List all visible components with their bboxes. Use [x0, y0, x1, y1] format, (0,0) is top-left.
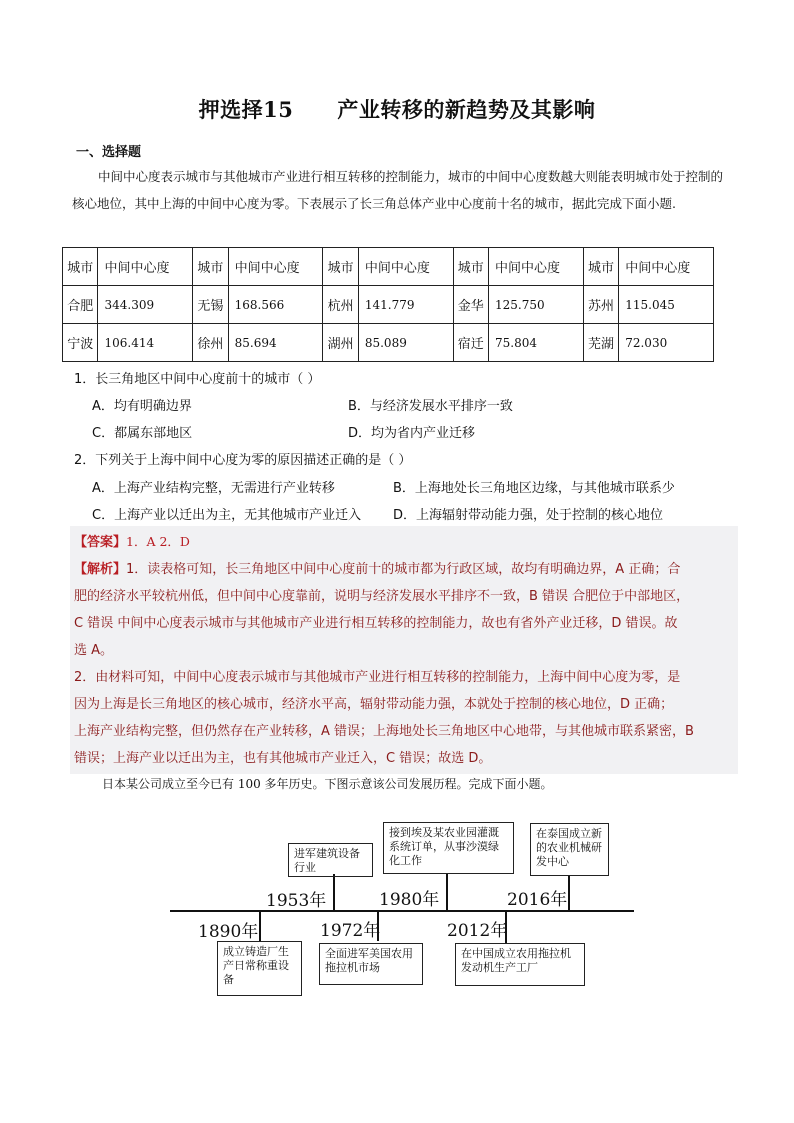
table-cell: 115.045: [619, 286, 714, 324]
answer-label: 【答案】: [74, 535, 127, 550]
table-cell: 城市: [193, 248, 228, 286]
question-2-option-c: C．上海产业以迁出为主，无其他城市产业迁入: [92, 508, 362, 523]
table-row: [63, 324, 714, 362]
analysis-text: C 错误 中间中心度表示城市与其他城市产业进行相互转移的控制能力，故也有省外产业迁移，D 错误。故: [74, 616, 678, 631]
timeline-event-box: 全面进军美国农用拖拉机市场: [319, 943, 423, 985]
question-2-option-d: D．上海辐射带动能力强，处于控制的核心地位: [393, 508, 664, 523]
table-cell: 合肥: [63, 286, 98, 324]
timeline-event-box: 在中国成立农用拖拉机发动机生产工厂: [455, 943, 585, 986]
analysis-label: 【解析】: [74, 562, 127, 577]
analysis-text: 因为上海是长三角地区的核心城市，经济水平高，辐射带动能力强，本就处于控制的核心地位，D 正确；: [74, 697, 674, 712]
table-cell: 宁波: [63, 324, 98, 362]
table-cell: 苏州: [583, 286, 618, 324]
table-cell: 中间中心度: [228, 248, 323, 286]
answer-text: 1．A 2．D: [126, 534, 190, 549]
question-intro: 中间中心度表示城市与其他城市产业进行相互转移的控制能力，城市的中间中心度数越大则能表明城市处于控制的核心地位，其中上海的中间中心度为零。下表展示了长三角总体产业中心度前十名的城市，据此完成下面小题.: [72, 169, 724, 211]
timeline-tick: [568, 876, 570, 910]
city-centrality-table: [62, 247, 714, 362]
table-cell: 168.566: [228, 286, 323, 324]
question-2-option-a: A．上海产业结构完整，无需进行产业转移: [92, 481, 335, 496]
table-cell: 无锡: [193, 286, 228, 324]
table-cell: 141.779: [358, 286, 453, 324]
table-cell: 城市: [63, 248, 98, 286]
table-cell: 中间中心度: [619, 248, 714, 286]
table-cell: 85.694: [228, 324, 323, 362]
table-cell: 城市: [583, 248, 618, 286]
timeline-year: 1953年: [266, 891, 327, 911]
table-cell: 杭州: [323, 286, 358, 324]
timeline-year: 1980年: [379, 890, 440, 910]
title-number: 押选择15: [198, 97, 294, 122]
table-cell: 城市: [453, 248, 488, 286]
question-intro-2: 日本某公司成立至今已有 100 多年历史。下图示意该公司发展历程。完成下面小题。: [102, 777, 553, 791]
question-1-option-d: D．均为省内产业迁移: [348, 426, 476, 441]
table-cell: 宿迁: [453, 324, 488, 362]
title-text: 产业转移的新趋势及其影响: [337, 97, 596, 122]
table-cell: 72.030: [619, 324, 714, 362]
timeline-event-box: 进军建筑设备行业: [288, 843, 373, 877]
timeline-event-box: 在泰国成立新的农业机械研发中心: [530, 823, 609, 876]
table-cell: 金华: [453, 286, 488, 324]
table-cell: 106.414: [98, 324, 193, 362]
timeline-year: 2016年: [507, 890, 568, 910]
table-cell: 中间中心度: [98, 248, 193, 286]
analysis-text: 1．读表格可知，长三角地区中间中心度前十的城市都为行政区域，故均有明确边界，A 正确；合: [126, 562, 681, 577]
timeline-tick: [446, 874, 448, 910]
table-cell: 344.309: [98, 286, 193, 324]
timeline-tick: [333, 874, 335, 910]
table-cell: 中间中心度: [358, 248, 453, 286]
question-2-option-b: B．上海地处长三角地区边缘，与其他城市联系少: [393, 481, 675, 496]
timeline-event-box: 成立铸造厂生产日常称重设备: [217, 941, 302, 996]
table-cell: 芜湖: [583, 324, 618, 362]
section-heading: 一、选择题: [76, 145, 142, 160]
table-header-row: [63, 248, 714, 286]
question-2-stem: 2．下列关于上海中间中心度为零的原因描述正确的是（ ）: [74, 453, 412, 468]
page-title: [0, 94, 794, 124]
table-cell: 125.750: [489, 286, 584, 324]
timeline-tick: [259, 911, 261, 941]
analysis-text: 选 A。: [74, 643, 114, 658]
timeline-event-box: 接到埃及某农业园灌溉系统订单，从事沙漠绿化工作: [383, 822, 514, 874]
analysis-text: 上海产业结构完整，但仍然存在产业转移，A 错误；上海地处长三角地区中心地带，与其他城市联系紧密，B: [74, 724, 694, 739]
table-cell: 75.804: [489, 324, 584, 362]
timeline-year: 1890年: [198, 922, 259, 942]
timeline-year: 1972年: [320, 921, 381, 941]
analysis-text: 错误；上海产业以迁出为主，也有其他城市产业迁入，C 错误；故选 D。: [74, 751, 492, 766]
table-cell: 中间中心度: [489, 248, 584, 286]
table-row: [63, 286, 714, 324]
analysis-text: 2．由材料可知，中间中心度表示城市与其他城市产业进行相互转移的控制能力，上海中间中心度为零，是: [74, 670, 681, 685]
table-cell: 徐州: [193, 324, 228, 362]
timeline-year: 2012年: [447, 921, 508, 941]
question-1-option-c: C．都属东部地区: [92, 426, 193, 441]
answer-line: [74, 531, 190, 550]
analysis-text: 肥的经济水平较杭州低，但中间中心度靠前，说明与经济发展水平排序不一致，B 错误 合肥位于中部地区，: [74, 589, 690, 604]
question-1-stem: 1．长三角地区中间中心度前十的城市（ ）: [74, 372, 321, 387]
analysis-line: [74, 558, 680, 577]
table-cell: 85.089: [358, 324, 453, 362]
question-1-option-b: B．与经济发展水平排序一致: [348, 399, 513, 414]
table-cell: 城市: [323, 248, 358, 286]
timeline-axis: [170, 910, 634, 912]
question-1-option-a: A．均有明确边界: [92, 399, 192, 414]
table-cell: 湖州: [323, 324, 358, 362]
